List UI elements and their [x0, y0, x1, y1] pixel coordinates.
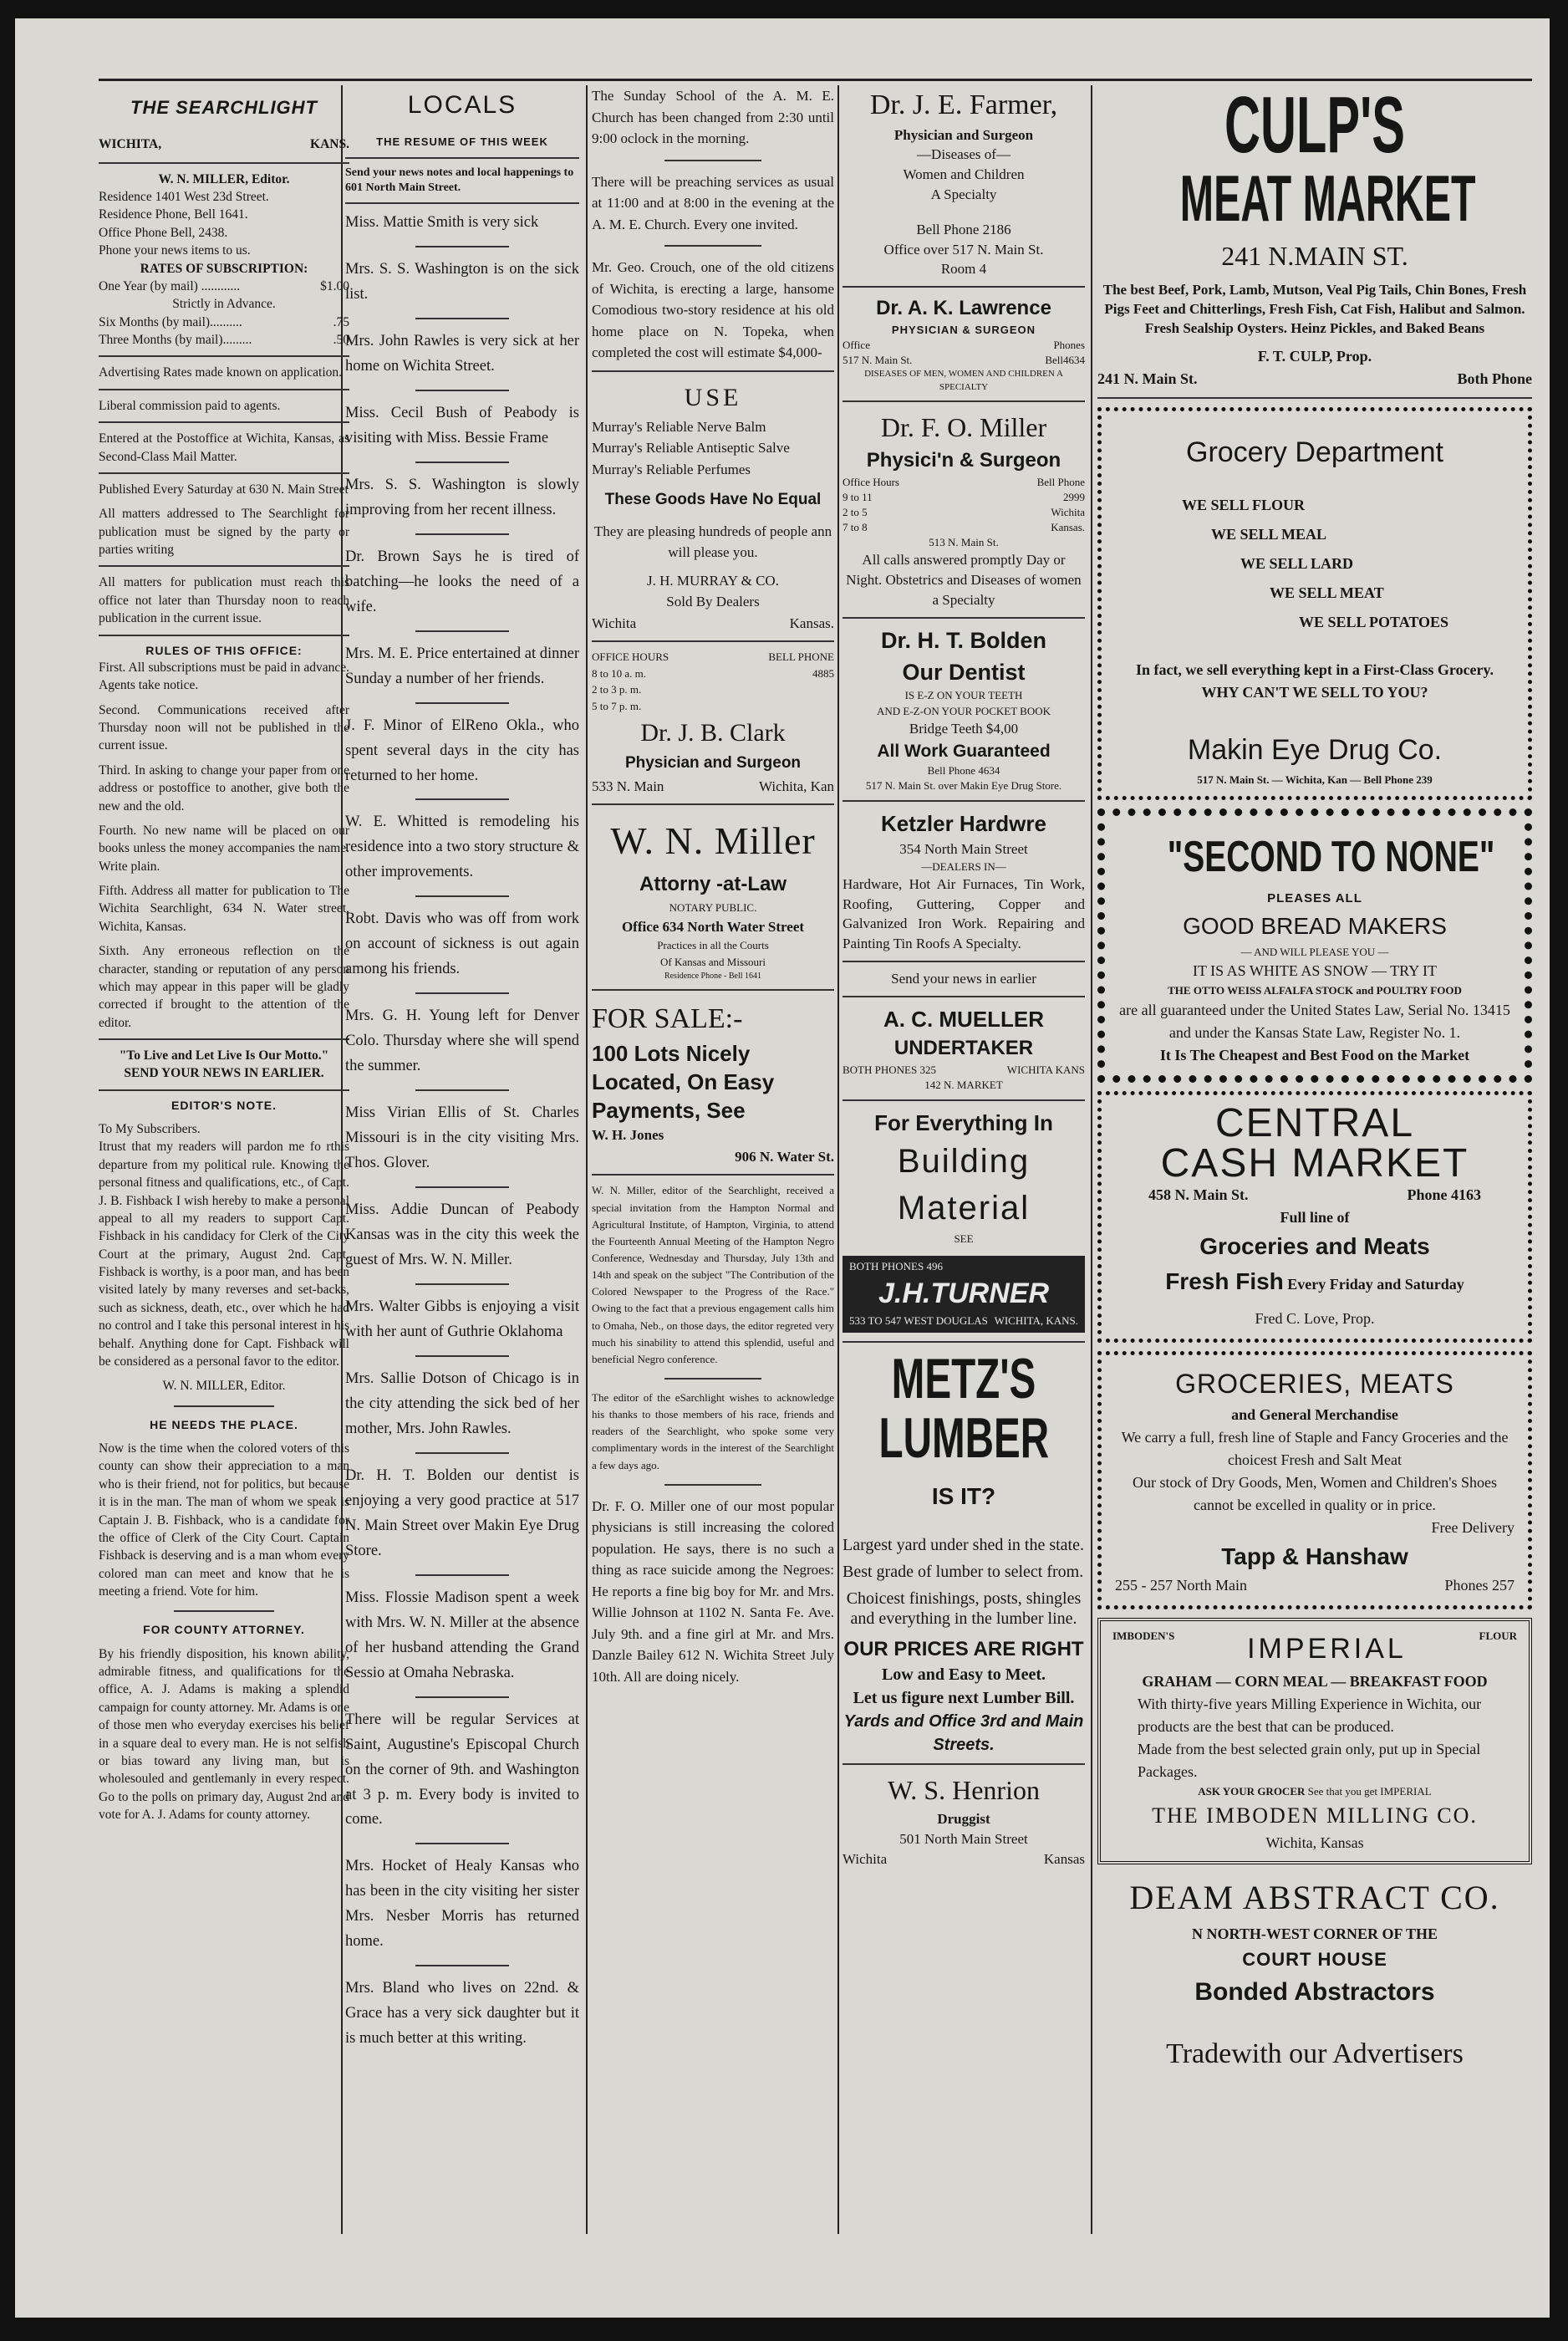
murray-ad: USE Murray's Reliable Nerve Balm Murray's Reliable Antiseptic Salve Murray's Reliable Perfumes These Goods Have No Equal They are pleasing hundreds of people ann will please you. J. H. MURRAY & CO. Sold By Dealers Wichita Kansas.	[592, 383, 834, 631]
mueller-ad: A. C. MUELLER UNDERTAKER BOTH PHONES 325 WICHITA KANS 142 N. MARKET	[843, 1006, 1085, 1091]
column-locals: LOCALS THE RESUME OF THIS WEEK Send your news notes and local happenings to 601 North Main Street. Miss. Mattie Smith is very sick Mrs. S. S. Washington is on the sick list. Mrs. John Rawles is very sick at her home on Wichita Street. Miss. Cecil Bush of Peabody is visiting with Miss. Bessie Frame Mrs. S. S. Washington is slowly improving from her recent illness. Dr. Brown Says he is tired of batching—he looks the need of a wife. Mrs. M. E. Price entertained at dinner Sunday a number of her friends. J. F. Minor of ElReno Okla., who spent several days in the city has returned to her home. W. E. Whitted is remodeling his residence into a two story structure & other improvements. Robt. Davis who was off from work on account of sickness is out again among his friends. Mrs. G. H. Young left for Denver Colo. Thursday where she will spend the summer. Miss Virian Ellis of St. Charles Missouri is in the city visiting Mrs. Thos. Glover. Miss. Addie Duncan of Peabody Kansas was in the city this week the guest of Mrs. W. N. Miller. Mrs. Walter Gibbs is enjoying a visit with her aunt of Guthrie Oklahoma Mrs. Sallie Dotson of Chicago is in the city attending the sick bed of her mother, Mrs. John Rawles. Dr. H. T. Bolden our dentist is enjoying a very good practice at 517 N. Main Street over Makin Eye Drug Store. Miss. Flossie Madison spent a week with Mrs. W. N. Miller at the absence of her husband attending the Grand Sessio at Omaha Nebraska. There will be regular Services at Saint, Augustine's Episcopal Church on the corner of 9th. and Washington at 3 p. m. Every body is invited to come. Mrs. Hocket of Healy Kansas who has been in the city visiting her sister Mrs. Nesber Morris has returned home. Mrs. Bland who lives on 22nd. & Grace has a very sick daughter but it is much better at this writing.	[345, 85, 579, 2226]
editors-note-heading: EDITOR'S NOTE.	[171, 1098, 277, 1112]
local-item: There will be regular Services at Saint, Augustine's Episcopal Church on the corner of 9th. and Washington at 3 p. m. Every body is invited to come.	[345, 1711, 579, 1828]
fomiller-ad: Dr. F. O. Miller Physici'n & Surgeon Office Hours Bell Phone 9 to 11 2999 2 to 5 Wichita 7 to 8 Kansas. 513 N. Main St. All calls answered promptly Day or Night. Obstetrics and Diseases of women a Specialty	[843, 412, 1085, 609]
clark-ad: OFFICE HOURS BELL PHONE 8 to 10 a. m. 4885 2 to 3 p. m. 5 to 7 p. m. Dr. J. B. Clark Physician and Surgeon 533 N. Main Wichita, Kan	[592, 650, 834, 794]
local-item: Mrs. John Rawles is very sick at her home on Wichita Street.	[345, 332, 579, 375]
metz-ad: METZ'S LUMBER IS IT? Largest yard under shed in the state. Best grade of lumber to select from. Choicest finishings, posts, shingles and everything in the lumber line. OUR PRICES ARE RIGHT Low and Easy to Meet. Let us figure next Lumber Bill. Yards and Office 3rd and Main Streets.	[843, 1346, 1084, 1755]
weiss-ad: "SECOND TO NONE" PLEASES ALL GOOD BREAD MAKERS — AND WILL PLEASE YOU — IT IS AS WHITE AS SNOW — TRY IT THE OTTO WEISS ALFALFA STOCK and POULTRY FOOD are all guaranteed under the United States Law, Serial No. 13415 and under the Kansas State Law, Register No. 1. It Is The Cheapest and Best Food on the Market	[1097, 808, 1532, 1083]
local-item: W. E. Whitted is remodeling his residence into a two story structure & other improvements.	[345, 813, 579, 881]
culp-ad: CULP'S MEAT MARKET 241 N.MAIN ST. The best Beef, Pork, Lamb, Mutson, Veal Pig Tails, Chin Bones, Fresh Pigs Feet and Chitterlings, Fresh Fish, Cat Fish, Halibut and Salmon. Fresh Sealship Oysters. Heinz Pickles, and Baked Beans F. T. CULP, Prop. 241 N. Main St. Both Phone	[1097, 85, 1532, 387]
local-item: Miss. Flossie Madison spent a week with Mrs. W. N. Miller at the absence of her husband attending the Grand Sessio at Omaha Nebraska.	[345, 1589, 579, 1681]
forsale-ad: FOR SALE:- 100 Lots Nicely Located, On Easy Payments, See W. H. Jones 906 N. Water St.	[592, 1003, 834, 1165]
henrion-ad: W. S. Henrion Druggist 501 North Main Street Wichita Kansas	[843, 1775, 1085, 1867]
column-professional-ads: Dr. J. E. Farmer, Physician and Surgeon —Diseases of— Women and Children A Specialty Bell Phone 2186 Office over 517 N. Main St. Room 4 Dr. A. K. Lawrence PHYSICIAN & SURGEON Office Phones 517 N. Main St. Bell4634 DISEASES OF MEN, WOMEN AND CHILDREN A SPECIALTY Dr. F. O. Miller Physici'n & Surgeon Office Hours Bell Phone 9 to 11 2999 2 to 5 Wichita 7 to 8 Kansas. 513 N. Main St. All calls answered promptly Day or Night. Obstetrics and Diseases of women a Specialty Dr. H. T. Bolden Our Dentist IS E-Z ON YOUR TEETH AND E-Z-ON YOUR POCKET BOOK Bridge Teeth $4,00 All Work Guaranteed Bell Phone 4634 517 N. Main St. over Makin Eye Drug Store. Ketzler Hardwre 354 North Main Street —DEALERS IN— Hardware, Hot Air Furnaces, Tin Work, Roofing, Guttering, Copper and Galvanized Iron Work. Repairing and Painting Tin Roofs A Specialty. Send your news in earlier A. C. MUELLER UNDERTAKER BOTH PHONES 325 WICHITA KANS 142 N. MARKET For Everything In Building Material SEE BOTH PHONES 496 J.H.TURNER 533 TO 547 WEST DOUGLAS WICHITA, KANS. METZ'S LUMBER IS IT? Largest yard under shed in the state. Best grade of lumber to select from. Choicest finishings, posts, shingles and everything in the lumber line. OUR PRICES ARE RIGHT Low and Easy to Meet. Let us figure next Lumber Bill. Yards and Office 3rd and Main Streets. W. S. Henrion Druggist 501 North Main Street Wichita Kansas	[843, 85, 1085, 2226]
needs-place-heading: HE NEEDS THE PLACE.	[150, 1417, 298, 1431]
bolden-ad: Dr. H. T. Bolden Our Dentist IS E-Z ON YOUR TEETH AND E-Z-ON YOUR POCKET BOOK Bridge Teeth $4,00 All Work Guaranteed Bell Phone 4634 517 N. Main St. over Makin Eye Drug Store.	[865, 627, 1062, 793]
local-item: Mrs. S. S. Washington is slowly improving from her recent illness.	[345, 476, 579, 518]
local-item: Mrs. Bland who lives on 22nd. & Grace has a very sick daughter but it is much better at this writing.	[345, 1980, 579, 2048]
local-item: Mrs. Sallie Dotson of Chicago is in the city attending the sick bed of her mother, Mrs. John Rawles.	[345, 1369, 579, 1437]
newspaper-page	[15, 18, 1550, 2318]
column-masthead: THE SEARCHLIGHT WICHITA, KANS. W. N. MILLER, Editor. Residence 1401 West 23d Street. Residence Phone, Bell 1641. Office Phone Bell, 2438. Phone your news items to us. RATES OF SUBSCRIPTION: One Year (by mail) ............ $1.00 Strictly in Advance. Six Months (by mail).......... .75 Three Months (by mail)......... .50 Advertising Rates made known on application. Liberal commission paid to agents. Entered at the Postoffice at Wichita, Kansas, as Second-Class Mail Matter. Published Every Saturday at 630 N. Main Street All matters addressed to The Searchlight for publication must be signed by the party or parties writing All matters for publication must reach this office not later than Thursday noon to reach publication in the current issue. RULES OF THIS OFFICE: First. All subscriptions must be paid in advance. Agents take notice. Second. Communications received after Thursday noon will not be published in the current issue. Third. In asking to change your paper from one address or postoffice to another, give both the new and the old. Fourth. No new name will be placed on our books unless the money accompanies the name. Write plain. Fifth. Address all matter for publication to The Wichita Searchlight, 634 N. Water street, Wichita, Kansas. Sixth. Any erroneous reflection on the character, standing or reputation of any person which may appear in this paper will be gladly corrected if brought to the attention of the editor. "To Live and Let Live Is Our Motto." SEND YOUR NEWS IN EARLIER. EDITOR'S NOTE. To My Subscribers. Itrust that my readers will pardon me fo rthis departure from my political rule. Knowing the personal fitness and qualifications, etc., of Capt. J. B. Fishback I wish hereby to make a personal appeal to all my readers to support Capt. Fishback in his candidacy for Clerk of the City Court at the primary, August 2nd. Capt. Fishback is worthy, is a poor man, and has been visited lately by many reverses and set-backs, such as sickness, death, etc., over which he had no control and I take this personal interest in his behalf. Anything done for Capt. Fishback will be considered as a personal favor to the editor. W. N. MILLER, Editor. HE NEEDS THE PLACE. Now is the time when the colored voters of this county can show their appreciation to a man who is their friend, not for politics, but because it is in the man. The man of whom we speak is Captain J. B. Fishback, who is a candidate for the office of Clerk of the City Court. Captain Fishback is deserving and is a man whom every colored man can meet and know that he is meeting a friend. Vote for him. FOR COUNTY ATTORNEY. By his friendly disposition, his known ability, admirable fitness, and qualifications for the office, A. J. Adams is making a splendid campaign for county attorney. Mr. Adams is one of those men who everyday exercises his belief in a square deal to every man. He is not selfish or bias toward any living man, but is wholesouled and gentlemanly in every respect. Go to the polls on primary day, August 2nd and vote for A. J. Adams for county attorney.	[99, 97, 349, 1823]
editor-line: W. N. MILLER, Editor.	[158, 171, 290, 186]
column-news-ads: The Sunday School of the A. M. E. Church has been changed from 2:30 until 9:00 oclock in the morning. There will be preaching services as usual at 11:00 and at 8:00 in the evening at the A. M. E. Church. Every one invited. Mr. Geo. Crouch, one of the old citizens of Wichita, is erecting a large, hansome Comodious two-story residence at his old home place on N. Topeka, when completed the cost will estimate $4,000- USE Murray's Reliable Nerve Balm Murray's Reliable Antiseptic Salve Murray's Reliable Perfumes These Goods Have No Equal They are pleasing hundreds of people ann will please you. J. H. MURRAY & CO. Sold By Dealers Wichita Kansas. OFFICE HOURS BELL PHONE 8 to 10 a. m. 4885 2 to 3 p. m. 5 to 7 p. m. Dr. J. B. Clark Physician and Surgeon 533 N. Main Wichita, Kan W. N. Miller Attorny -at-Law NOTARY PUBLIC. Office 634 North Water Street Practices in all the Courts Of Kansas and Missouri Residence Phone - Bell 1641 FOR SALE:- 100 Lots Nicely Located, On Easy Payments, See W. H. Jones 906 N. Water St. W. N. Miller, editor of the Searchlight, received a special invitation from the Hampton Normal and Agricultural Institute, of Hampton, Virginia, to attend the Fourteenth Annual Meeting of the Hampton Negro Conference, Wednesday and Thursday, July 13th and 14th and speak on the subject "The Contribution of the Colored Newspaper to the Progress of the Race." Owing to the fact that a previous engagement calls him to Omaha, Neb., on those days, the editor regreted very much his sinability to attend this splendid, useful and beneficial Negro conference. The editor of the eSarchlight wishes to acknowledge his thanks to those members of his race, friends and readers of the Searchlight, who spoke some very complimentary words in the interest of the Searchlight a few days ago. Dr. F. O. Miller one of our most popular physicians is still increasing the colored population. He says, there is no such a thing as race suicide among the Negroes: He reports a fine big boy for Mr. and Mrs. Willie Johnson at 1102 N. Santa Fe. Ave. July 9th. and a fine girl at Mr. and Mrs. Danzle Bailey 612 N. Wichita Street July 10th. All are doing nicely.	[592, 88, 834, 1685]
local-item: Mrs. Hocket of Healy Kansas who has been in the city visiting her sister Mrs. Nesber Morris has returned home.	[345, 1858, 579, 1951]
imboden-ad: IMBODEN'S IMPERIAL FLOUR GRAHAM — CORN MEAL — BREAKFAST FOOD With thirty-five years Milling Experience in Wichita, our products are the best that can be produced. Made from the best selected grain only, put up in Special Packages. ASK YOUR GROCER See that you get IMPERIAL THE IMBODEN MILLING CO. Wichita, Kansas	[1097, 1618, 1532, 1865]
deam-ad: DEAM ABSTRACT CO. N NORTH-WEST CORNER OF THE COURT HOUSE Bonded Abstractors	[1129, 1879, 1500, 2007]
local-item: J. F. Minor of ElReno Okla., who spent several days in the city has returned to her home.	[345, 717, 579, 784]
column-rule	[837, 85, 839, 2234]
locals-heading: LOCALS	[407, 91, 517, 119]
lawrence-ad: Dr. A. K. Lawrence PHYSICIAN & SURGEON Office Phones 517 N. Main St. Bell4634 DISEASES OF MEN, WOMEN AND CHILDREN A SPECIALTY	[843, 297, 1085, 392]
turner-ad: For Everything In Building Material SEE BOTH PHONES 496 J.H.TURNER 533 TO 547 WEST DOUGLAS WICHITA, KANS.	[843, 1108, 1085, 1333]
makin-ad: Grocery Department WE SELL FLOUR WE SELL MEAL WE SELL LARD WE SELL MEAT WE SELL POTATOES In fact, we sell everything kept in a First-Class Grocery. WHY CAN'T WE SELL TO YOU? Makin Eye Drug Co. 517 N. Main St. — Wichita, Kan — Bell Phone 239	[1097, 407, 1532, 801]
rules-heading: RULES OF THIS OFFICE:	[145, 643, 303, 657]
top-rule	[99, 79, 1532, 81]
tapp-hanshaw-ad: GROCERIES, MEATS and General Merchandise We carry a full, fresh line of Staple and Fancy Groceries and the choicest Fresh and Salt Meat Our stock of Dry Goods, Men, Women and Children's Shoes cannot be excelled in quality or in price. Free Delivery Tapp & Hanshaw 255 - 257 North Main Phones 257	[1097, 1351, 1532, 1609]
masthead-title: THE SEARCHLIGHT	[130, 97, 318, 118]
local-item: Miss. Addie Duncan of Peabody Kansas was in the city this week the guest of Mrs. W. N. Miller.	[345, 1201, 579, 1269]
county-attorney-heading: FOR COUNTY ATTORNEY.	[143, 1623, 305, 1637]
local-item: Robt. Davis who was off from work on account of sickness is out again among his friends.	[345, 910, 579, 978]
local-item: Miss Virian Ellis of St. Charles Missouri is in the city visiting Mrs. Thos. Glover.	[345, 1104, 579, 1172]
column-rule	[1091, 85, 1092, 2234]
farmer-ad: Dr. J. E. Farmer, Physician and Surgeon —Diseases of— Women and Children A Specialty Bell Phone 2186 Office over 517 N. Main St. Room 4	[869, 89, 1058, 278]
local-item: Dr. Brown Says he is tired of batching—he looks the need of a wife.	[345, 548, 579, 615]
local-item: Mrs. G. H. Young left for Denver Colo. Thursday where she will spend the summer.	[345, 1007, 579, 1075]
dateline: WICHITA, KANS.	[99, 137, 349, 152]
local-item: Miss. Cecil Bush of Peabody is visiting with Miss. Bessie Frame	[345, 404, 579, 446]
local-item: Miss. Mattie Smith is very sick	[345, 214, 539, 232]
turner-banner: BOTH PHONES 496 J.H.TURNER 533 TO 547 WEST DOUGLAS WICHITA, KANS.	[843, 1256, 1085, 1333]
local-item: Mrs. Walter Gibbs is enjoying a visit with her aunt of Guthrie Oklahoma	[345, 1298, 579, 1340]
ketzler-ad: Ketzler Hardwre 354 North Main Street —DEALERS IN— Hardware, Hot Air Furnaces, Tin Work, Roofing, Guttering, Copper and Galvanized Iron Work. Repairing and Painting Tin Roofs A Specialty.	[843, 811, 1085, 952]
local-item: Dr. H. T. Bolden our dentist is enjoying a very good practice at 517 N. Main Street over Makin Eye Drug Store.	[345, 1466, 579, 1559]
column-rule	[586, 85, 588, 2234]
miller-ad: W. N. Miller Attorny -at-Law NOTARY PUBLIC. Office 634 North Water Street Practices in all the Courts Of Kansas and Missouri Residence Phone - Bell 1641	[610, 819, 816, 981]
local-item: Mrs. S. S. Washington is on the sick list.	[345, 260, 579, 303]
local-item: Mrs. M. E. Price entertained at dinner Sunday a number of her friends.	[345, 645, 579, 687]
central-market-ad: CENTRAL CASH MARKET 458 N. Main St. Phone 4163 Full line of Groceries and Meats Fresh Fish Every Friday and Saturday Fred C. Love, Prop.	[1097, 1091, 1532, 1343]
trade-slogan: Tradewith our Advertisers	[1166, 2038, 1464, 2070]
column-market-ads	[1097, 85, 1532, 2226]
